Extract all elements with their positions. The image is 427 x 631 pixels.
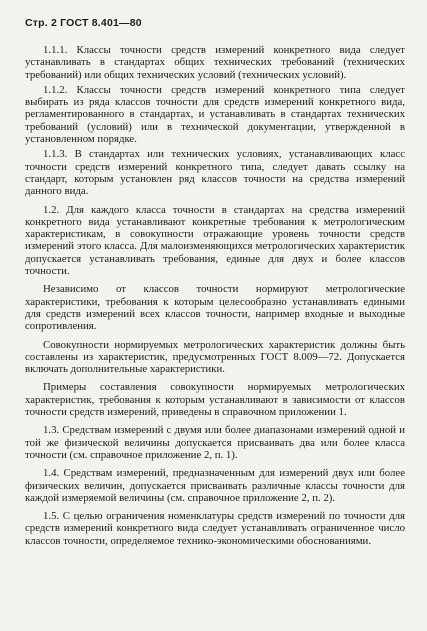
paragraph-independent: Независимо от классов точности нормируют метрологические характеристики, требования к которым целесообразно устанавливать едиными для средств измерений всех классов точности, например входные и выходные сопротивления.: [25, 283, 405, 333]
paragraph-1-1-2: 1.1.2. Классы точности средств измерений конкретного типа следует выбирать из ряда классов точности для средств измерений конкретного вида, регламентированного в стандартах, и устанавливать в стандартах технических требований (условий) или в технической документации, утвержденной в установленном порядке.: [25, 83, 405, 146]
paragraph-1-4: 1.4. Средствам измерений, предназначенным для измерений двух или более физических величин, допускается присваивать различные классы точности для каждой измеряемой величины (см. справочное приложение 2, п. 2).: [25, 467, 405, 504]
page-header: Стр. 2 ГОСТ 8.401—80: [25, 17, 142, 29]
paragraph-examples: Примеры составления совокупности нормируемых метрологических характеристик, требования к которым устанавливают в зависимости от классов точности средств измерений, приведены в справочном приложении 1.: [25, 381, 405, 419]
paragraph-1-2: 1.2. Для каждого класса точности в стандартах на средства измерений конкретного вида устанавливают конкретные требования к метрологическим характеристикам, в совокупности отражающие уровень точности средств измерений этого класса. Для малоизменяющихся метрологических характеристик допускается устанавливать требования, единые для двух и более классов точности.: [25, 203, 405, 278]
paragraph-1-1-3: 1.1.3. В стандартах или технических условиях, устанавливающих класс точности средств измерений конкретного типа, следует давать ссылку на стандарт, которым установлен ряд классов точности на средства измерений данного вида.: [25, 148, 405, 198]
paragraph-1-5: 1.5. С целью ограничения номенклатуры средств измерений по точности для средств измерений конкретного вида следует устанавливать ограниченное число классов точности, определяемое технико-экономическими обоснованиями.: [25, 510, 405, 547]
paragraph-1-1-1: 1.1.1. Классы точности средств измерений конкретного вида следует устанавливать в стандартах общих технических требований (технических требований) или общих технических условий (технических условий).: [25, 44, 405, 81]
paragraph-sets: Совокупности нормируемых метрологических характеристик должны быть составлены из характеристик, предусмотренных ГОСТ 8.009—72. Допускается включать дополнительные характеристики.: [25, 338, 405, 376]
paragraph-1-3: 1.3. Средствам измерений с двумя или более диапазонами измерений одной и той же физической величины допускается присваивать два или более класса точности (см. справочное приложение 2, п. 1).: [25, 424, 405, 461]
